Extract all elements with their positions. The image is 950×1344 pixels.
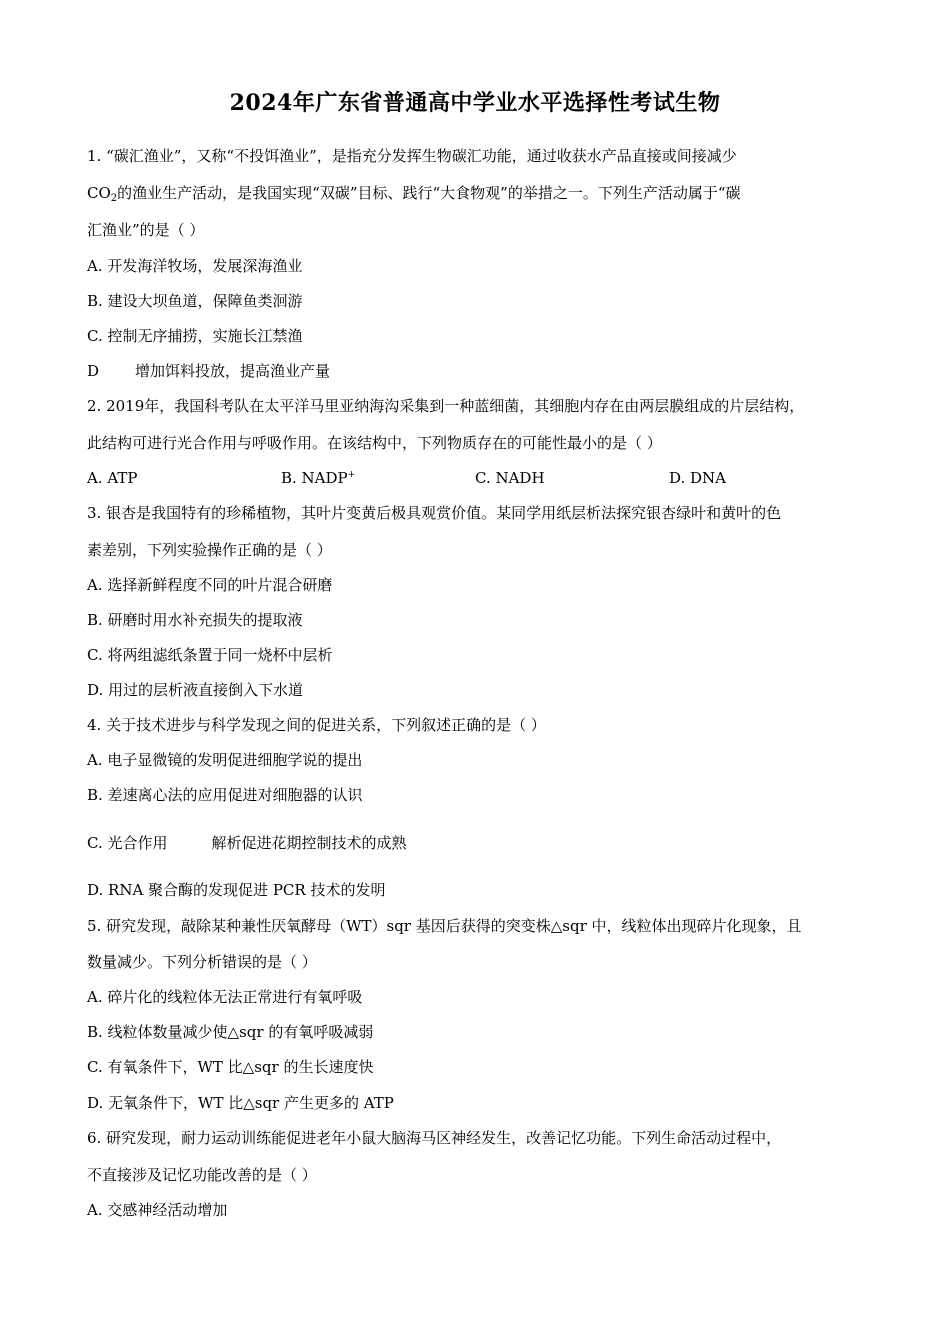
q5-option-d: D. 无氧条件下，WT 比△sqr 产生更多的 ATP	[87, 1094, 394, 1112]
q2-option-d: D. DNA	[669, 469, 727, 487]
q3-stem-line1: 3. 银杏是我国特有的珍稀植物，其叶片变黄后极具观赏价值。某同学用纸层析法探究银杏绿叶和黄叶的色	[87, 504, 782, 522]
co2-text: CO	[87, 184, 111, 202]
q3-stem-line2: 素差别，下列实验操作正确的是（ ）	[87, 541, 332, 559]
q2-option-b-text: B. NADP	[281, 469, 348, 487]
q5-option-b: B. 线粒体数量减少使△sqr 的有氧呼吸减弱	[87, 1023, 374, 1041]
q5-option-a: A. 碎片化的线粒体无法正常进行有氧呼吸	[87, 988, 363, 1006]
q2-option-c: C. NADH	[475, 469, 545, 487]
q1-stem-line3: 汇渔业”的是（ ）	[87, 221, 205, 239]
q4-option-c	[87, 833, 407, 853]
q6-stem-line1: 6. 研究发现，耐力运动训练能促进老年小鼠大脑海马区神经发生，改善记忆功能。下列生命活动过程中，	[87, 1129, 782, 1147]
q4-option-a: A. 电子显微镜的发明促进细胞学说的提出	[87, 751, 363, 769]
q1-option-d	[87, 361, 330, 381]
q5-option-c: C. 有氧条件下，WT 比△sqr 的生长速度快	[87, 1058, 374, 1076]
q5-stem-line2: 数量减少。下列分析错误的是（ ）	[87, 953, 317, 971]
q4-option-c-pre: C. 光合作用	[87, 834, 168, 852]
q3-option-a: A. 选择新鲜程度不同的叶片混合研磨	[87, 576, 333, 594]
q6-option-a: A. 交感神经活动增加	[87, 1201, 228, 1219]
q1-option-a: A. 开发海洋牧场，发展深海渔业	[87, 257, 303, 275]
q5-stem-line1: 5. 研究发现，敲除某种兼性厌氧酵母（WT）sqr 基因后获得的突变株△sqr 中，线粒体出现碎片化现象，且	[87, 917, 802, 935]
q1-option-d-letter: D	[87, 362, 100, 380]
q1-stem-line2-rest: 的渔业生产活动，是我国实现“双碳”目标、践行“大食物观”的举措之一。下列生产活动属于“碳	[117, 184, 741, 202]
q4-stem-line1: 4. 关于技术进步与科学发现之间的促进关系，下列叙述正确的是（ ）	[87, 716, 546, 734]
page-title: 2024年广东省普通高中学业水平选择性考试生物	[229, 90, 721, 116]
q4-option-d: D. RNA 聚合酶的发现促进 PCR 技术的发明	[87, 881, 386, 899]
q4-option-b: B. 差速离心法的应用促进对细胞器的认识	[87, 786, 363, 804]
q4-option-c-post: 解析促进花期控制技术的成熟	[211, 834, 407, 852]
q3-option-c: C. 将两组滤纸条置于同一烧杯中层析	[87, 646, 333, 664]
q2-option-a: A. ATP	[87, 469, 138, 487]
q6-stem-line2: 不直接涉及记忆功能改善的是（ ）	[87, 1166, 317, 1184]
q2-option-b-sup: +	[347, 470, 356, 480]
q1-stem-line2	[87, 183, 741, 203]
q1-option-d-text: 增加饵料投放，提高渔业产量	[135, 362, 331, 380]
q2-option-b	[281, 468, 355, 488]
co2-subscript: 2	[110, 193, 118, 204]
q1-option-b: B. 建设大坝鱼道，保障鱼类洄游	[87, 292, 303, 310]
q1-option-c: C. 控制无序捕捞，实施长江禁渔	[87, 327, 303, 345]
q3-option-b: B. 研磨时用水补充损失的提取液	[87, 611, 303, 629]
q3-option-d: D. 用过的层析液直接倒入下水道	[87, 681, 304, 699]
q2-stem-line1: 2. 2019年，我国科考队在太平洋马里亚纳海沟采集到一种蓝细菌，其细胞内存在由两层膜组成的片层结构，	[87, 397, 805, 415]
q1-stem-line1: 1. “碳汇渔业”，又称“不投饵渔业”，是指充分发挥生物碳汇功能，通过收获水产品直接或间接减少	[87, 147, 737, 165]
q2-stem-line2: 此结构可进行光合作用与呼吸作用。在该结构中，下列物质存在的可能性最小的是（ ）	[87, 434, 662, 452]
